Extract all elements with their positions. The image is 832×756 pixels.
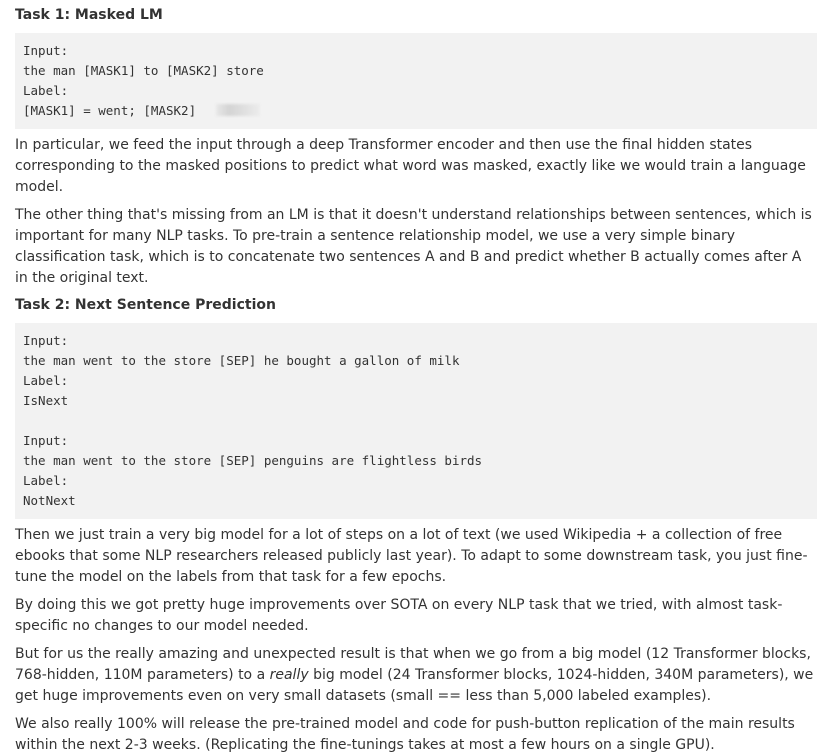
paragraph-feed-input: In particular, we feed the input through a deep Transformer encoder and then use the final hidden states corresponding to the masked positions to predict what word was masked, exactly like we would train a language model. (15, 137, 806, 195)
task1-code-block (15, 33, 817, 129)
article-body (0, 6, 832, 756)
redacted-text (216, 104, 260, 116)
task1-code: Input: the man [MASK1] to [MASK2] store Label: [MASK1] = went; [MASK2] (23, 43, 264, 118)
paragraph-amazing-result (15, 644, 817, 707)
task2-code: Input: the man went to the store [SEP] he bought a gallon of milk Label: IsNext Input: the man went to the store [SEP] penguins are flightless birds Label: NotNext (23, 333, 483, 508)
paragraph-text: But for us the really amazing and unexpected result is that when we go from a big model (12 Transformer blocks, 768-hidden, 110M parameters) to a (15, 646, 811, 683)
task1-heading: Task 1: Masked LM (15, 7, 163, 23)
paragraph-release: We also really 100% will release the pre-trained model and code for push-button replication of the main results within the next 2-3 weeks. (Replicating the fine-tunings takes at most a few hours on a single GPU). (15, 716, 795, 753)
task2-heading: Task 2: Next Sentence Prediction (15, 297, 276, 313)
paragraph-sota-improvements: By doing this we got pretty huge improvements over SOTA on every NLP task that we tried, with almost task-specific no changes to our model needed. (15, 597, 783, 634)
task2-code-block (15, 323, 817, 519)
paragraph-train-big-model: Then we just train a very big model for a lot of steps on a lot of text (we used Wikipedia + a collection of free ebooks that some NLP researchers released publicly last year). To adapt to some downstream task, you just fine-tune the model on the labels from that task for a few epochs. (15, 527, 808, 585)
paragraph-text: big model (24 Transformer blocks, 1024-hidden, 340M parameters), we get huge improvements even on very small datasets (small == less than 5,000 labeled examples). (15, 667, 814, 704)
paragraph-missing-from-lm: The other thing that's missing from an LM is that it doesn't understand relationships between sentences, which is important for many NLP tasks. To pre-train a sentence relationship model, we use a very simple binary classification task, which is to concatenate two sentences A and B and predict whether B actually comes after A in the original text. (15, 207, 812, 286)
emphasis-text: really (269, 667, 309, 683)
